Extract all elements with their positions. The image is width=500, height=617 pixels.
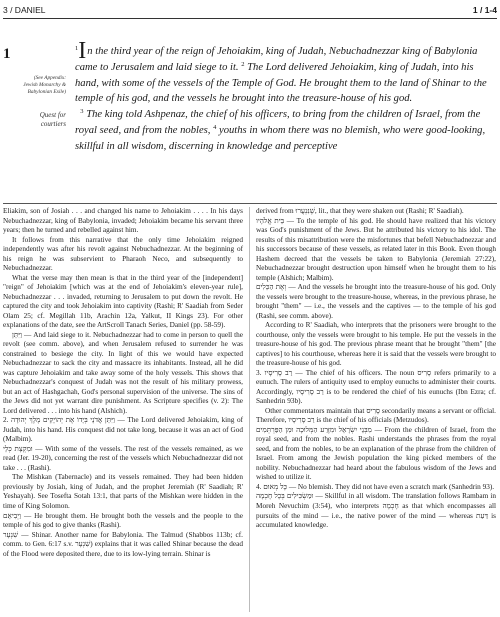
chapter-number: 1 [3,46,11,62]
commentary-paragraph: 2. וַיִּתֵּן אֲדֹנָי בְּיָדוֹ אֶת יְהוֹיָקִים מֶלֶךְ יְהוּדָה — The Lord delivered Jehoiakim, king of Judah, into his hand. His conquest did not take long, because it was an act of God (Malbim). [3,416,243,444]
commentary-paragraph: מִבְּנֵי יִשְׂרָאֵל וּמִזֶּרַע הַמְּלוּכָה וּמִן הַפַּרְתְּמִים — From the children of Israel, from the royal seed, and from the nobles. Rashi understands the phrases from the royal seed, and from the nobles, to be an explanation of the phrase from the children of Israel. From among the Jewish population the king picked members of the nobility. Nebuchadnezzar had heard about the fabulous wisdom of the Jews and wished to utilize it. [256,425,496,482]
verse-1: n the third year of the reign of Jehoiakim, king of Judah, Nebuchadnezzar king of Babylonia came to Jerusalem and laid siege to it. [75,46,478,73]
commentary-paragraph: According to R' Saadiah, who interprets that the prisoners were brought to the courthouse, only the vessels were brought to his temple. He put the vessels in the treasure-house of his god. The previous phrase meant that he brought "them" [the captives] to his courthouse, whereas here it is said that the vessels were brought to the treasure-house of his god. [256,321,496,368]
side-note-quest [0,111,66,129]
drop-cap: I [78,38,87,64]
side-note-line: courtiers [40,120,66,128]
commentary-paragraph: What the verse may then mean is that in the third year of the [independent] "reign" of Jehoiakim [which was at the end of Jehoiakim's eleven-year rule], Nebuchadnezzar . . . invaded, returning to Jerusalem to put down the revolt. He captured the city and took Jehoiakim into captivity (Rashi; R' Saadiah from Seder Olam 25; cf. Megillah 11b, Arachin 12a, Yalkut, II Kings 23). For other explanations of the date, see the ArtScroll Tanach Series, Daniel (pp. 58-59). [3,273,243,330]
running-header [3,3,497,19]
commentary-paragraph: וּמִקְצָת כְּלֵי — With some of the vessels. The rest of the vessels remained, as we read (Jer. 19-20), concerning the rest of the vessels which Nebuchadnezzar did not take . . . (Rashi). [3,444,243,472]
side-note-line: Quest for [39,111,66,119]
verse-number: 1 [75,45,79,52]
verse-number: 3 [80,108,84,116]
side-note-line: Babylonian Exile) [27,89,66,95]
commentary-paragraph: בֵּית אֱלֹהָיו — To the temple of his god. He should have realized that his victory was God's punishment of the Jews. But he attributed his victory to his idol. The results of this misattribution were the misfortunes that befell Nebuchadnezzar and his successors because of these vessels, as related later in this Book. Even though Hashem decreed that the vessels be taken to Babylonia (Jeremiah 27:22), Nebuchadnezzar brought destruction upon himself when he brought them to his temple (Alshich; Malbim). [256,216,496,282]
commentary-paragraph: The Mishkan (Tabernacle) and its vessels remained. They had been hidden previously by Josiah, king of Judah, and the prophet Jeremiah (R' Saadiah; R' Yeshayah). See Tosefta Sotah 13:1, that parts of the Mishkan were hidden in the time of King Solomon. [3,473,243,510]
commentary-paragraph: שִׁנְעָר — Shinar. Another name for Babylonia. The Talmud (Shabbos 113b; cf. comm. to Gen. 6:17 s.v. שִׁנְעָר) explains that it was called Shinar because the dead of the Flood were deposited there, due to its low-lying terrain. Shinar is [3,530,243,558]
commentary-paragraph: Other commentators maintain that סָרִיס secondarily means a servant or official. Therefore, רַב סָרִיסָיו is the chief of his officials (Metzudos). [256,406,496,425]
side-note-line: Jewish Monarchy & [23,82,66,88]
verse-3: The king told Ashpenaz, the chief of his officers, to bring from the children of Israel, from the royal seed, and from the nobles, [75,109,481,136]
verse-number: 2 [241,60,245,68]
commentary-paragraph: וַיְבִיאֵם — He brought them. He brought both the vessels and the people to the temple of his god to give thanks (Rashi). [3,511,243,530]
column-divider [249,207,250,612]
header-book-title: 3 / DANIEL [3,5,46,15]
commentary-right-column [256,207,496,531]
commentary-paragraph: וַיִּתֵּן — And laid siege to it. Nebuchadnezzar had to come in person to quell the revolt (see comm. above), and when Jerusalem refused to surrender he was constrained to besiege the city. In light of this we would have expected Nebuchadnezzar to sack the city and massacre its inhabitants. Instead, all he did was capture Jehoiakim and take away some of the holy vessels. This shows that Nebuchadnezzar's conquest of Judah was not the result of his military prowess, but an act of Hashgachah, God's personal supervision of the universe. The sins of the Jews did not yet warrant dire punishment. As Scripture specifies (v. 2): The Lord delivered . . . into his hand (Alshich). [3,330,243,415]
verse-4: youths in whom there was no blemish, who were good-looking, skillful in all wisdom, discerning in knowledge and perceptive [75,124,486,152]
side-note-line: (See Appendix: [33,75,66,81]
header-chapter-verses: 1 / 1-4 [472,5,497,15]
commentary-paragraph: וְאֶת הַכֵּלִים — And the vessels he brought into the treasure-house of his god. Only the vessels were brought to the treasure-house, whereas, in the previous phrase, he brought "them" — i.e., the vessels and the captives — to the temple of his god (Rashi, see comm. above). [256,283,496,320]
verse-text [75,38,495,155]
section-divider [3,203,497,204]
commentary-paragraph: 3. רַב סָרִיסָיו — The chief of his officers. The noun סָרִיס refers primarily to a eunuch. The rulers of antiquity used to employ eunuchs to administer their courts. Accordingly, רַב סָרִיסָיו is to be rendered the chief of his eunuchs (Ibn Ezra; cf. Sanhedrin 93b). [256,368,496,406]
commentary-paragraph: It follows from this narrative that the only time Jehoiakim reigned independently was after his revolt against Nebuchadnezzar. At the beginning of his reign he was subservient to Pharaoh Neco, and subsequently to Nebuchadnezzar. [3,235,243,273]
side-note-appendix [0,75,66,96]
commentary-paragraph: וּמַשְׂכִּילִים בְּכָל חָכְמָה — Skillful in all wisdom. The translation follows Rambam in Moreh Nevuchim (3:54), who interprets חָכְמָה as that which encompasses all pursuits of the mind — i.e., the native power of the mind — whereas דַּעַת is accumulated knowledge. [256,492,496,530]
verse-2: The Lord delivered Jehoiakim, king of Judah, into his hand, with some of the vessels of the Temple of God. He brought them to the land of Shinar to the temple of his god, and the vessels he brought into the treasure-house of his god. [75,61,487,105]
verse-number: 4 [213,123,217,131]
commentary-paragraph: derived from שֶׁנִּנְעֲרוּ, lit., that they were shaken out (Rashi; R' Saadiah). [256,207,464,215]
commentary-paragraph: Eliakim, son of Josiah . . . and changed his name to Jehoiakim . . . . In his days Nebuchadnezzar, king of Babylonia, invaded; Jehoiakim became his servant three years; then he turned and rebelled against him. [3,207,243,235]
commentary-paragraph: 4. כָּל מְאוּם — No blemish. They did not have even a scratch mark (Sanhedrin 93). [256,482,495,491]
commentary-left-column [3,207,243,559]
